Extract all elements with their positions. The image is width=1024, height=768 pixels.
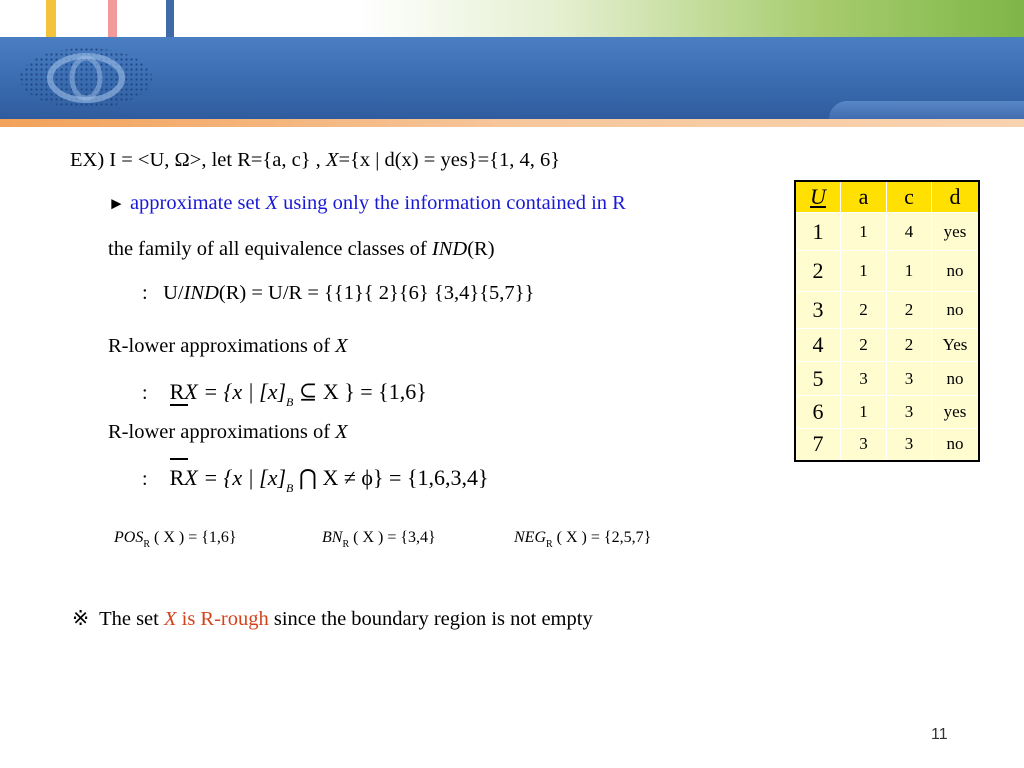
table-row: [795, 429, 979, 461]
lower-formula-colon: :: [142, 382, 148, 404]
neg-region: [514, 528, 651, 550]
table-cell: yes: [932, 213, 980, 251]
bn-region: [322, 528, 436, 550]
approximate-text-1: approximate set: [129, 192, 266, 214]
table-cell: 1: [887, 251, 932, 292]
upper-approx-formula: [142, 465, 489, 494]
neg-value: ( X ) = {2,5,7}: [552, 529, 652, 546]
table-cell: 3: [841, 429, 887, 461]
bn-sub: R: [342, 539, 350, 550]
note-x-var: X: [163, 608, 177, 630]
partition-text-2: (R) = U/R = {{1}{ 2}{6} {3,4}{5,7}}: [218, 282, 535, 304]
table-cell: 1: [795, 213, 841, 251]
bn-name: BN: [322, 529, 343, 546]
table-cell: yes: [932, 396, 980, 429]
lower-formula-sub: B: [286, 395, 294, 409]
lower-formula-rel: ⊆ X } = {1,6}: [293, 379, 427, 404]
table-cell: 1: [841, 251, 887, 292]
page-number: 11: [931, 726, 948, 743]
partition-colon: :: [142, 282, 148, 304]
table-cell: 2: [887, 292, 932, 329]
lower-approx-heading: [108, 334, 348, 358]
table-cell: 7: [795, 429, 841, 461]
upper-formula-sub: B: [286, 481, 294, 495]
table-cell: 5: [795, 362, 841, 396]
table-row: [795, 251, 979, 292]
header-accent-blue: [166, 0, 174, 37]
table-row: [795, 362, 979, 396]
table-cell: 2: [841, 329, 887, 362]
lower-underbar: [170, 404, 188, 406]
table-cell: 2: [795, 251, 841, 292]
upper-formula-r: R: [169, 465, 185, 490]
upper-formula-rel: ⋂ X ≠ ϕ} = {1,6,3,4}: [293, 465, 489, 490]
upper-formula-mid: = {x | [x]: [197, 465, 287, 490]
upper-formula-colon: :: [142, 468, 148, 490]
table-cell: no: [932, 292, 980, 329]
example-rest: ={x | d(x) = yes}={1, 4, 6}: [338, 149, 561, 171]
rough-set-note: [72, 607, 593, 631]
table-cell: 2: [841, 292, 887, 329]
table-row: [795, 329, 979, 362]
pos-region: [114, 528, 237, 550]
table-cell: 3: [887, 429, 932, 461]
header-orange-line: [0, 119, 1024, 127]
arrow-bullet-icon: ►: [108, 194, 125, 213]
table-row: [795, 213, 979, 251]
header-top-gradient: [0, 0, 1024, 37]
lower-formula-r: R: [169, 379, 185, 404]
table-cell: no: [932, 251, 980, 292]
table-row: [795, 292, 979, 329]
header-tab-shape: [829, 101, 1024, 121]
table-cell: no: [932, 362, 980, 396]
upper-approx-heading: [108, 420, 348, 444]
upper-heading-x: X: [335, 421, 348, 443]
family-ind: IND: [431, 238, 468, 260]
table-cell: 3: [841, 362, 887, 396]
partition-ind: IND: [183, 282, 219, 304]
table-cell: 3: [795, 292, 841, 329]
lower-heading-text: R-lower approximations of: [108, 335, 336, 357]
table-cell: no: [932, 429, 980, 461]
bn-value: ( X ) = {3,4}: [349, 529, 436, 546]
partition-text-1: U/: [163, 282, 184, 304]
family-text: the family of all equivalence classes of: [108, 238, 432, 260]
example-x-var: X: [325, 149, 339, 171]
reference-mark-icon: ※: [72, 608, 90, 630]
table-cell: 4: [887, 213, 932, 251]
lower-heading-x: X: [335, 335, 348, 357]
approximate-x-var: X: [265, 192, 278, 214]
table-header-row: [795, 181, 979, 213]
information-table: [794, 180, 980, 462]
table-header-u: U: [795, 181, 841, 213]
upper-formula-x: X: [184, 465, 198, 490]
dotted-globe-icon: [14, 42, 164, 114]
upper-heading-text: R-lower approximations of: [108, 421, 336, 443]
header-accent-pink: [108, 0, 117, 37]
neg-sub: R: [546, 539, 553, 550]
note-text-2: since the boundary region is not empty: [268, 608, 593, 630]
table-cell: 4: [795, 329, 841, 362]
table-header-d: d: [932, 181, 980, 213]
partition-line: [142, 281, 534, 305]
table-row: [795, 396, 979, 429]
approximate-text-2: using only the information contained in R: [277, 192, 626, 214]
table-cell: 1: [841, 396, 887, 429]
table-cell: Yes: [932, 329, 980, 362]
table-header-a: a: [841, 181, 887, 213]
family-r: (R): [467, 238, 495, 260]
approximate-line: [108, 191, 626, 216]
table-cell: 3: [887, 396, 932, 429]
example-prefix: EX) I = <U, Ω>, let R={a, c} ,: [70, 149, 326, 171]
pos-name: POS: [114, 529, 144, 546]
table-cell: 6: [795, 396, 841, 429]
upper-overbar: [170, 458, 188, 460]
table-cell: 2: [887, 329, 932, 362]
table-cell: 1: [841, 213, 887, 251]
table-header-c: c: [887, 181, 932, 213]
example-line: [70, 148, 560, 172]
header-accent-yellow: [46, 0, 56, 37]
neg-name: NEG: [514, 529, 546, 546]
pos-value: ( X ) = {1,6}: [150, 529, 237, 546]
lower-formula-mid: = {x | [x]: [197, 379, 287, 404]
pos-sub: R: [143, 539, 150, 550]
family-line: [108, 237, 495, 261]
note-text-1: The set: [89, 608, 164, 630]
note-rough-text: is R-rough: [176, 608, 269, 630]
table-cell: 3: [887, 362, 932, 396]
lower-formula-x: X: [184, 379, 198, 404]
